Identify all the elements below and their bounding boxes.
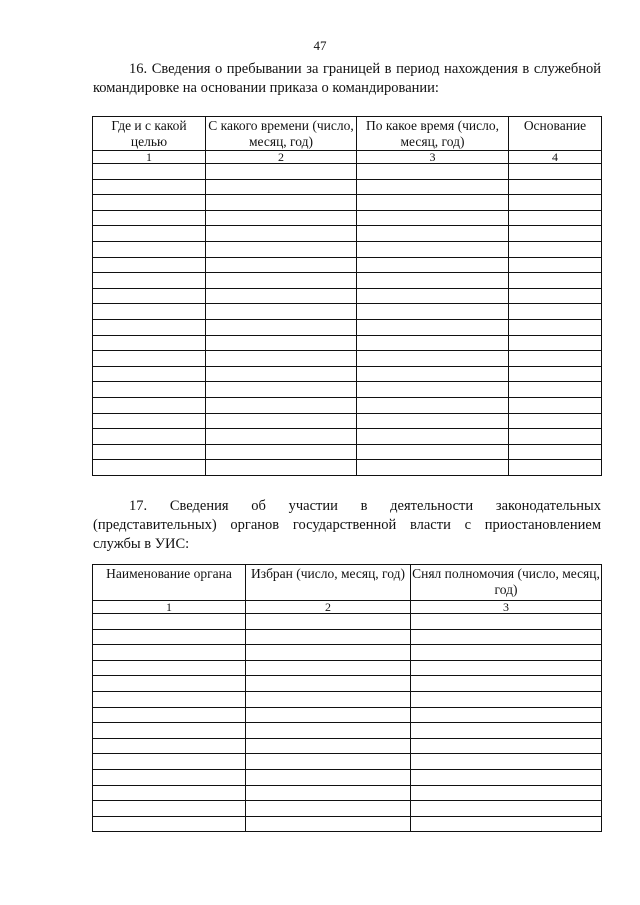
empty-cell [357, 257, 509, 273]
empty-cell [206, 195, 357, 211]
empty-cell [206, 397, 357, 413]
empty-cell [93, 195, 206, 211]
empty-cell [509, 351, 602, 367]
empty-cell [357, 382, 509, 398]
table-row [93, 676, 602, 692]
empty-cell [206, 366, 357, 382]
empty-cell [206, 226, 357, 242]
empty-cell [93, 691, 246, 707]
empty-cell [93, 629, 246, 645]
section-17-heading: 17. Сведения об участии в деятельности законодательных (представительных) органов государственной власти с приостановлением службы в УИС: [93, 498, 601, 552]
empty-cell [411, 801, 602, 817]
empty-cell [93, 164, 206, 180]
column-header-resigned-date: Снял полномочия (число, месяц, год) [411, 565, 602, 601]
empty-cell [93, 444, 206, 460]
table-body [93, 614, 602, 832]
empty-cell [246, 723, 411, 739]
column-number: 2 [246, 601, 411, 614]
empty-cell [357, 366, 509, 382]
empty-cell [246, 645, 411, 661]
table-row [93, 304, 602, 320]
empty-cell [411, 769, 602, 785]
empty-cell [411, 785, 602, 801]
table-row [93, 195, 602, 211]
column-number: 3 [357, 151, 509, 164]
table-row [93, 738, 602, 754]
empty-cell [357, 444, 509, 460]
empty-cell [411, 754, 602, 770]
empty-cell [411, 676, 602, 692]
table-row [93, 429, 602, 445]
table-body [93, 164, 602, 476]
empty-cell [509, 335, 602, 351]
empty-cell [93, 429, 206, 445]
empty-cell [357, 241, 509, 257]
empty-cell [357, 413, 509, 429]
empty-cell [509, 382, 602, 398]
empty-cell [411, 707, 602, 723]
empty-cell [93, 754, 246, 770]
empty-cell [509, 304, 602, 320]
column-number: 3 [411, 601, 602, 614]
page-number: 47 [313, 38, 327, 53]
empty-cell [411, 660, 602, 676]
empty-cell [93, 801, 246, 817]
empty-cell [411, 816, 602, 832]
empty-cell [93, 614, 246, 630]
empty-cell [206, 164, 357, 180]
column-number: 4 [509, 151, 602, 164]
table-row [93, 769, 602, 785]
table-row [93, 629, 602, 645]
empty-cell [357, 164, 509, 180]
empty-cell [206, 382, 357, 398]
empty-cell [509, 210, 602, 226]
empty-cell [357, 460, 509, 476]
empty-cell [357, 351, 509, 367]
section-16-heading: 16. Сведения о пребывании за границей в период нахождения в служебной командировке на основании приказа о командировании: [93, 61, 601, 96]
empty-cell [357, 179, 509, 195]
empty-cell [411, 723, 602, 739]
empty-cell [509, 413, 602, 429]
empty-cell [357, 429, 509, 445]
empty-cell [357, 195, 509, 211]
empty-cell [93, 210, 206, 226]
legislative-participation-table [92, 564, 602, 832]
business-trip-abroad-table [92, 116, 602, 476]
empty-cell [93, 660, 246, 676]
empty-cell [206, 319, 357, 335]
table-row [93, 382, 602, 398]
empty-cell [357, 335, 509, 351]
empty-cell [246, 785, 411, 801]
table-row [93, 413, 602, 429]
empty-cell [93, 707, 246, 723]
table-row [93, 723, 602, 739]
empty-cell [509, 195, 602, 211]
empty-cell [357, 288, 509, 304]
empty-cell [206, 460, 357, 476]
empty-cell [246, 754, 411, 770]
table-header-row [93, 565, 602, 601]
empty-cell [357, 273, 509, 289]
table-row [93, 366, 602, 382]
empty-cell [509, 226, 602, 242]
column-header-elected-date: Избран (число, месяц, год) [246, 565, 411, 601]
empty-cell [509, 288, 602, 304]
table-row [93, 210, 602, 226]
empty-cell [93, 351, 206, 367]
empty-cell [93, 241, 206, 257]
empty-cell [509, 429, 602, 445]
empty-cell [246, 801, 411, 817]
empty-cell [206, 444, 357, 460]
column-number: 1 [93, 151, 206, 164]
empty-cell [93, 304, 206, 320]
empty-cell [206, 304, 357, 320]
empty-cell [509, 444, 602, 460]
empty-cell [246, 769, 411, 785]
empty-cell [411, 738, 602, 754]
table-row [93, 460, 602, 476]
table-row [93, 273, 602, 289]
empty-cell [93, 816, 246, 832]
table-row [93, 444, 602, 460]
empty-cell [206, 335, 357, 351]
empty-cell [357, 226, 509, 242]
column-header-to-date: По какое время (число, месяц, год) [357, 117, 509, 151]
empty-cell [93, 257, 206, 273]
table-row [93, 241, 602, 257]
table-row [93, 179, 602, 195]
table-row [93, 164, 602, 180]
column-number: 1 [93, 601, 246, 614]
empty-cell [206, 257, 357, 273]
empty-cell [93, 288, 206, 304]
empty-cell [93, 382, 206, 398]
empty-cell [411, 691, 602, 707]
empty-cell [246, 707, 411, 723]
empty-cell [509, 241, 602, 257]
empty-cell [93, 179, 206, 195]
empty-cell [357, 319, 509, 335]
column-header-purpose: Где и с какой целью [93, 117, 206, 151]
empty-cell [509, 179, 602, 195]
empty-cell [411, 645, 602, 661]
empty-cell [246, 691, 411, 707]
table-row [93, 707, 602, 723]
table-row [93, 351, 602, 367]
empty-cell [509, 257, 602, 273]
empty-cell [93, 723, 246, 739]
empty-cell [509, 273, 602, 289]
empty-cell [246, 614, 411, 630]
empty-cell [357, 304, 509, 320]
table-row [93, 288, 602, 304]
empty-cell [206, 210, 357, 226]
empty-cell [93, 413, 206, 429]
table-header-row [93, 117, 602, 151]
column-number-row [93, 151, 602, 164]
empty-cell [206, 241, 357, 257]
empty-cell [246, 676, 411, 692]
empty-cell [93, 366, 206, 382]
empty-cell [93, 769, 246, 785]
empty-cell [93, 676, 246, 692]
table-row [93, 645, 602, 661]
table-row [93, 816, 602, 832]
empty-cell [509, 460, 602, 476]
empty-cell [93, 319, 206, 335]
empty-cell [93, 785, 246, 801]
empty-cell [93, 738, 246, 754]
empty-cell [357, 397, 509, 413]
empty-cell [206, 288, 357, 304]
empty-cell [411, 614, 602, 630]
empty-cell [411, 629, 602, 645]
empty-cell [509, 319, 602, 335]
empty-cell [206, 429, 357, 445]
table-row [93, 754, 602, 770]
empty-cell [246, 660, 411, 676]
empty-cell [93, 397, 206, 413]
table-row [93, 397, 602, 413]
empty-cell [93, 460, 206, 476]
empty-cell [357, 210, 509, 226]
empty-cell [206, 413, 357, 429]
table-row [93, 691, 602, 707]
empty-cell [246, 629, 411, 645]
column-header-basis: Основание [509, 117, 602, 151]
table-row [93, 226, 602, 242]
column-number-row [93, 601, 602, 614]
empty-cell [206, 273, 357, 289]
empty-cell [93, 226, 206, 242]
table-row [93, 801, 602, 817]
empty-cell [206, 179, 357, 195]
table-row [93, 257, 602, 273]
column-number: 2 [206, 151, 357, 164]
table-row [93, 660, 602, 676]
empty-cell [206, 351, 357, 367]
column-header-from-date: С какого времени (число, месяц, год) [206, 117, 357, 151]
empty-cell [246, 738, 411, 754]
table-row [93, 614, 602, 630]
empty-cell [509, 397, 602, 413]
table-row [93, 335, 602, 351]
empty-cell [93, 335, 206, 351]
empty-cell [509, 366, 602, 382]
empty-cell [93, 645, 246, 661]
table-row [93, 785, 602, 801]
column-header-body-name: Наименование органа [93, 565, 246, 601]
table-row [93, 319, 602, 335]
empty-cell [246, 816, 411, 832]
empty-cell [509, 164, 602, 180]
empty-cell [93, 273, 206, 289]
